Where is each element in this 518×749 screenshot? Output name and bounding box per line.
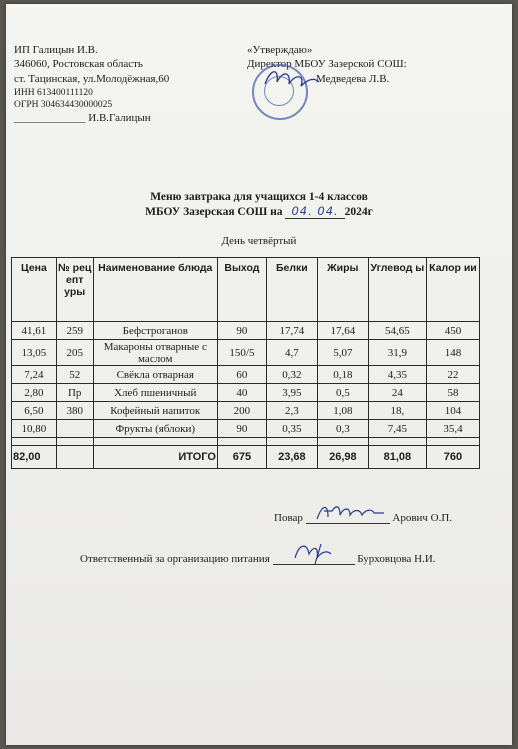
cook-signature — [314, 499, 386, 525]
cell-portion: 60 — [217, 366, 266, 384]
cook-label: Повар — [274, 512, 303, 524]
cell-recipe: 52 — [56, 366, 93, 384]
menu-title-prefix: МБОУ Зазерская СОШ на — [145, 206, 283, 218]
cell-recipe: 259 — [56, 322, 93, 340]
cook-name: Арович О.П. — [392, 512, 453, 524]
cell-portion: 150/5 — [217, 340, 266, 366]
menu-title-line2 — [6, 204, 512, 219]
cell-portion: 200 — [217, 402, 266, 420]
cell-carbs: 31,9 — [368, 340, 426, 366]
entrepreneur-inn: ИНН 613400111120 — [14, 88, 93, 98]
cell-proteins: 17,74 — [266, 322, 317, 340]
cell-price: 13,05 — [12, 340, 57, 366]
cell-calories: 58 — [426, 384, 479, 402]
cell-price: 41,61 — [12, 322, 57, 340]
header-price: Цена — [12, 258, 57, 322]
total-label: ИТОГО — [93, 446, 217, 469]
cell-carbs: 24 — [368, 384, 426, 402]
total-price: 82,00 — [12, 446, 57, 469]
table-row — [12, 340, 480, 366]
total-proteins: 23,68 — [266, 446, 317, 469]
responsible-signature-block — [80, 552, 436, 565]
director-name: Медведева Л.В. — [316, 73, 390, 85]
responsible-label: Ответственный за организацию питания — [80, 553, 270, 565]
table-header-row — [12, 258, 480, 322]
cell-calories: 35,4 — [426, 420, 479, 438]
cell-price: 2,80 — [12, 384, 57, 402]
menu-table — [11, 257, 480, 469]
entrepreneur-name: ИП Галицын И.В. — [14, 44, 98, 56]
cell-carbs: 4,35 — [368, 366, 426, 384]
header-proteins: Белки — [266, 258, 317, 322]
cell-proteins: 2,3 — [266, 402, 317, 420]
director-position: Директор МБОУ Зазерской СОШ: — [247, 58, 407, 70]
cell-portion: 40 — [217, 384, 266, 402]
cell-fats: 0,5 — [317, 384, 368, 402]
cell-calories: 450 — [426, 322, 479, 340]
table-row — [12, 402, 480, 420]
table-row — [12, 366, 480, 384]
cell-fats: 0,18 — [317, 366, 368, 384]
total-recipe — [56, 446, 93, 469]
table-row — [12, 420, 480, 438]
table-spacer-row — [12, 438, 480, 446]
responsible-signature-line — [273, 552, 355, 565]
total-calories: 760 — [426, 446, 479, 469]
cell-dish: Хлеб пшеничный — [93, 384, 217, 402]
cell-dish: Фрукты (яблоки) — [93, 420, 217, 438]
cell-fats: 5,07 — [317, 340, 368, 366]
cell-carbs: 54,65 — [368, 322, 426, 340]
table-row — [12, 384, 480, 402]
cell-carbs: 7,45 — [368, 420, 426, 438]
header-recipe-number: № рец епт уры — [56, 258, 93, 322]
approval-label: «Утверждаю» — [247, 44, 313, 56]
entrepreneur-address-street: ст. Тацинская, ул.Молодёжная,60 — [14, 73, 170, 85]
entrepreneur-signature-line: _____________ И.В.Галицын — [14, 112, 151, 124]
responsible-signature — [291, 540, 339, 566]
entrepreneur-address-region: 346060, Ростовская область — [14, 58, 143, 70]
cell-proteins: 0,35 — [266, 420, 317, 438]
cell-dish: Бефстроганов — [93, 322, 217, 340]
cell-fats: 1,08 — [317, 402, 368, 420]
cell-proteins: 4,7 — [266, 340, 317, 366]
responsible-name: Бурховцова Н.И. — [357, 553, 436, 565]
cell-portion: 90 — [217, 322, 266, 340]
cell-calories: 104 — [426, 402, 479, 420]
cell-carbs: 18, — [368, 402, 426, 420]
cook-signature-line — [306, 511, 390, 524]
total-carbs: 81,08 — [368, 446, 426, 469]
entrepreneur-ogrn: ОГРН 304634430000025 — [14, 100, 113, 110]
cell-portion: 90 — [217, 420, 266, 438]
cell-dish: Кофейный напиток — [93, 402, 217, 420]
cell-price: 6,50 — [12, 402, 57, 420]
menu-year: 2024г — [344, 206, 373, 218]
cell-fats: 17,64 — [317, 322, 368, 340]
cell-price: 10,80 — [12, 420, 57, 438]
table-total-row — [12, 446, 480, 469]
menu-date: 04. 04. — [285, 204, 344, 219]
cell-proteins: 0,32 — [266, 366, 317, 384]
total-portion: 675 — [217, 446, 266, 469]
header-portion: Выход — [217, 258, 266, 322]
cell-dish: Макароны отварные с маслом — [93, 340, 217, 366]
cook-signature-block — [274, 511, 452, 524]
cell-recipe: Пр — [56, 384, 93, 402]
table-row — [12, 322, 480, 340]
cell-price: 7,24 — [12, 366, 57, 384]
menu-day: День четвёртый — [221, 235, 297, 247]
cell-dish: Свёкла отварная — [93, 366, 217, 384]
cell-fats: 0,3 — [317, 420, 368, 438]
director-signature — [261, 64, 321, 92]
cell-recipe — [56, 420, 93, 438]
document-sheet — [6, 4, 512, 745]
cell-calories: 148 — [426, 340, 479, 366]
header-calories: Калор ии — [426, 258, 479, 322]
header-dish-name: Наименование блюда — [93, 258, 217, 322]
total-fats: 26,98 — [317, 446, 368, 469]
cell-proteins: 3,95 — [266, 384, 317, 402]
header-carbs: Углевод ы — [368, 258, 426, 322]
cell-calories: 22 — [426, 366, 479, 384]
cell-recipe: 380 — [56, 402, 93, 420]
header-fats: Жиры — [317, 258, 368, 322]
menu-title-line1: Меню завтрака для учащихся 1-4 классов — [150, 191, 368, 203]
cell-recipe: 205 — [56, 340, 93, 366]
